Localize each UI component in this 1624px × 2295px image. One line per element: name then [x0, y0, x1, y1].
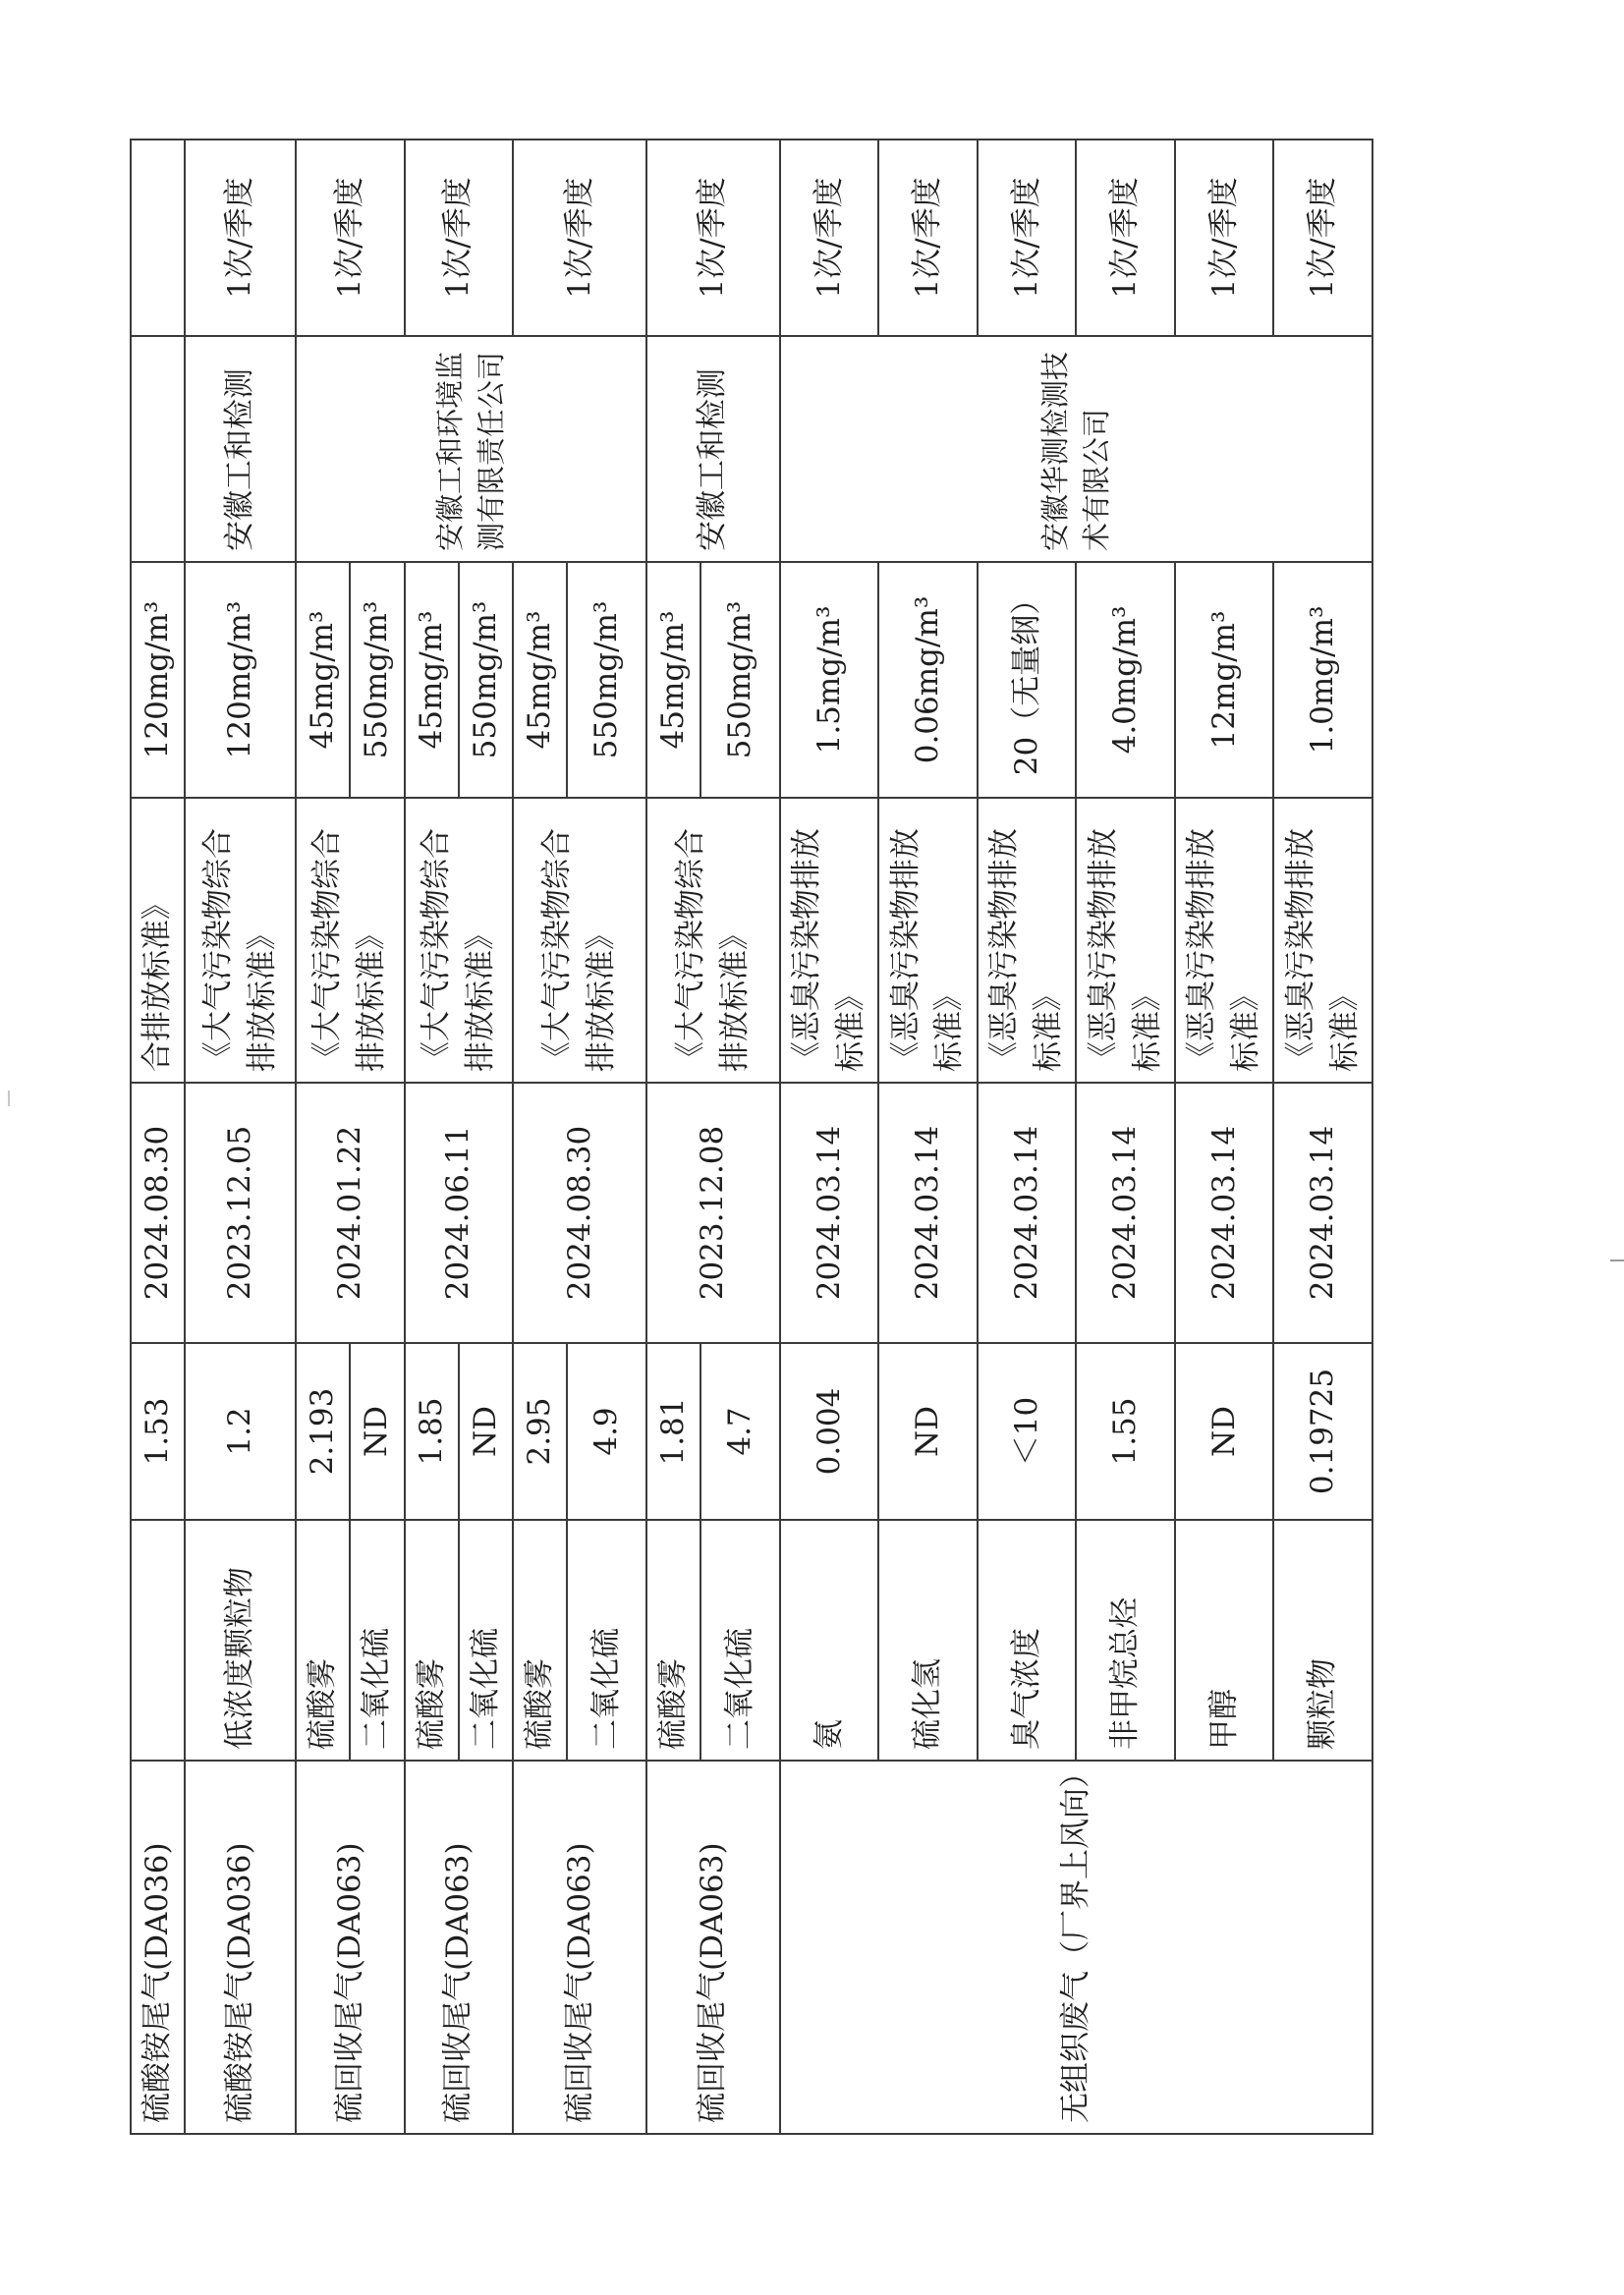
limit-cell: 20（无量纲） [978, 562, 1077, 798]
standard-cell: 《恶臭污染物排放标准》 [978, 798, 1077, 1083]
pollutant-cell: 颗粒物 [1273, 1520, 1372, 1761]
pollutant-cell: 硫酸雾 [296, 1520, 350, 1761]
date-cell: 2023.12.08 [646, 1083, 780, 1343]
table-row [131, 140, 185, 2134]
pollutant-cell: 臭气浓度 [978, 1520, 1077, 1761]
limit-cell: 45mg/m³ [405, 562, 459, 798]
limit-cell: 45mg/m³ [296, 562, 350, 798]
value-cell: 1.2 [185, 1343, 296, 1520]
value-cell: 1.81 [646, 1343, 700, 1520]
pollutant-cell [131, 1520, 185, 1761]
pollutant-cell: 二氧化硫 [350, 1520, 404, 1761]
source-cell: 硫回收尾气(DA063) [513, 1761, 646, 2134]
source-cell: 硫酸铵尾气(DA036) [185, 1761, 296, 2134]
standard-cell: 合排放标准》 [131, 798, 185, 1083]
pollutant-cell: 硫酸雾 [513, 1520, 567, 1761]
limit-cell: 550mg/m³ [350, 562, 404, 798]
limit-cell: 550mg/m³ [700, 562, 780, 798]
value-cell: 2.193 [296, 1343, 350, 1520]
limit-cell: 1.0mg/m³ [1273, 562, 1372, 798]
value-cell: ND [1175, 1343, 1274, 1520]
value-cell: 1.53 [131, 1343, 185, 1520]
frequency-cell: 1次/季度 [1273, 140, 1372, 336]
limit-cell: 120mg/m³ [131, 562, 185, 798]
pollutant-cell: 非甲烷总烃 [1076, 1520, 1175, 1761]
source-cell: 硫回收尾气(DA063) [405, 1761, 514, 2134]
rotated-table-frame [130, 140, 1373, 2135]
limit-cell: 0.06mg/m³ [878, 562, 978, 798]
lab-cell: 安徽工和检测 [185, 336, 296, 562]
standard-cell: 《恶臭污染物排放标准》 [1273, 798, 1372, 1083]
date-cell: 2024.08.30 [513, 1083, 646, 1343]
standard-cell: 《大气污染物综合排放标准》 [646, 798, 780, 1083]
standard-cell: 《恶臭污染物排放标准》 [780, 798, 879, 1083]
standard-cell: 《恶臭污染物排放标准》 [1175, 798, 1274, 1083]
value-cell: 1.55 [1076, 1343, 1175, 1520]
scan-artifact-mark [8, 1091, 10, 1106]
value-cell: 4.7 [700, 1343, 780, 1520]
table-row [296, 140, 350, 2134]
source-cell: 硫回收尾气(DA063) [296, 1761, 405, 2134]
date-cell: 2024.03.14 [1273, 1083, 1372, 1343]
standard-cell: 《大气污染物综合排放标准》 [405, 798, 514, 1083]
frequency-cell: 1次/季度 [646, 140, 780, 336]
limit-cell: 120mg/m³ [185, 562, 296, 798]
value-cell: 1.85 [405, 1343, 459, 1520]
date-cell: 2024.01.22 [296, 1083, 405, 1343]
scan-edge-mark [1610, 1259, 1624, 1261]
date-cell: 2023.12.05 [185, 1083, 296, 1343]
frequency-cell: 1次/季度 [296, 140, 405, 336]
value-cell: 4.9 [567, 1343, 646, 1520]
value-cell: 0.004 [780, 1343, 879, 1520]
pollutant-cell: 二氧化硫 [459, 1520, 513, 1761]
date-cell: 2024.08.30 [131, 1083, 185, 1343]
limit-cell: 45mg/m³ [513, 562, 567, 798]
pollutant-cell: 甲醇 [1175, 1520, 1274, 1761]
pollutant-cell: 二氧化硫 [567, 1520, 646, 1761]
lab-cell [131, 336, 185, 562]
limit-cell: 1.5mg/m³ [780, 562, 879, 798]
pollutant-cell: 氨 [780, 1520, 879, 1761]
pollutant-cell: 硫酸雾 [405, 1520, 459, 1761]
pollutant-cell: 硫酸雾 [646, 1520, 700, 1761]
pollutant-cell: 硫化氢 [878, 1520, 978, 1761]
lab-cell: 安徽华测检测技术有限公司 [780, 336, 1372, 562]
frequency-cell [131, 140, 185, 336]
frequency-cell: 1次/季度 [978, 140, 1077, 336]
value-cell: ND [878, 1343, 978, 1520]
frequency-cell: 1次/季度 [878, 140, 978, 336]
source-cell: 硫酸铵尾气(DA036) [131, 1761, 185, 2134]
monitoring-table [130, 139, 1373, 2135]
limit-cell: 12mg/m³ [1175, 562, 1274, 798]
date-cell: 2024.03.14 [780, 1083, 879, 1343]
table-row [185, 140, 296, 2134]
date-cell: 2024.03.14 [978, 1083, 1077, 1343]
value-cell: 0.19725 [1273, 1343, 1372, 1520]
standard-cell: 《大气污染物综合排放标准》 [296, 798, 405, 1083]
frequency-cell: 1次/季度 [1076, 140, 1175, 336]
limit-cell: 4.0mg/m³ [1076, 562, 1175, 798]
date-cell: 2024.03.14 [1076, 1083, 1175, 1343]
limit-cell: 45mg/m³ [646, 562, 700, 798]
standard-cell: 《大气污染物综合排放标准》 [185, 798, 296, 1083]
table-row [646, 140, 700, 2134]
frequency-cell: 1次/季度 [1175, 140, 1274, 336]
lab-cell: 安徽工和检测 [646, 336, 780, 562]
limit-cell: 550mg/m³ [567, 562, 646, 798]
frequency-cell: 1次/季度 [513, 140, 646, 336]
source-cell: 无组织废气（厂界上风向） [780, 1761, 1372, 2134]
date-cell: 2024.06.11 [405, 1083, 514, 1343]
value-cell: ＜10 [978, 1343, 1077, 1520]
pollutant-cell: 低浓度颗粒物 [185, 1520, 296, 1761]
table-row [780, 140, 879, 2134]
date-cell: 2024.03.14 [1175, 1083, 1274, 1343]
frequency-cell: 1次/季度 [405, 140, 514, 336]
value-cell: ND [459, 1343, 513, 1520]
source-cell: 硫回收尾气(DA063) [646, 1761, 780, 2134]
date-cell: 2024.03.14 [878, 1083, 978, 1343]
frequency-cell: 1次/季度 [780, 140, 879, 336]
value-cell: 2.95 [513, 1343, 567, 1520]
limit-cell: 550mg/m³ [459, 562, 513, 798]
standard-cell: 《恶臭污染物排放标准》 [1076, 798, 1175, 1083]
pollutant-cell: 二氧化硫 [700, 1520, 780, 1761]
value-cell: ND [350, 1343, 404, 1520]
standard-cell: 《大气污染物综合排放标准》 [513, 798, 646, 1083]
frequency-cell: 1次/季度 [185, 140, 296, 336]
standard-cell: 《恶臭污染物排放标准》 [878, 798, 978, 1083]
lab-cell: 安徽工和环境监测有限责任公司 [296, 336, 646, 562]
